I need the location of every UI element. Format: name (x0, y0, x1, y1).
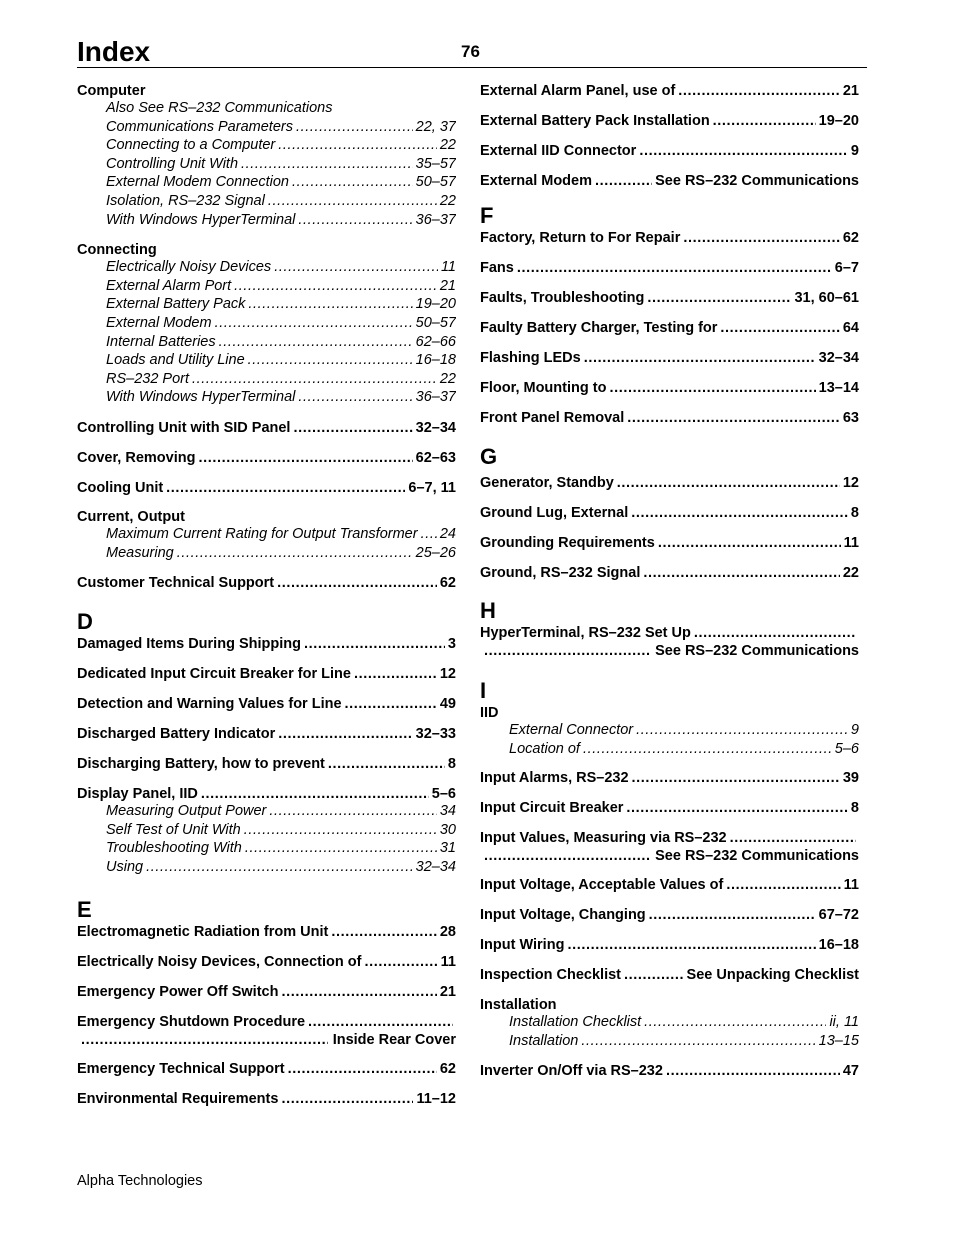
entry-page-ref: 30 (439, 821, 456, 838)
index-subentry (77, 174, 456, 193)
entry-label: Input Wiring (480, 937, 565, 954)
entry-page-ref: 11 (843, 535, 859, 551)
entry-page-ref: 22 (842, 565, 859, 581)
entry-page-ref: 32–33 (415, 726, 456, 743)
dot-leader (567, 936, 815, 954)
index-entry (480, 624, 859, 642)
index-column-left (77, 82, 456, 1108)
dot-leader (617, 474, 840, 492)
index-subentry (77, 100, 456, 119)
entry-page-ref: 5–6 (834, 740, 859, 757)
entry-label: Faults, Troubleshooting (480, 290, 645, 306)
dot-leader (268, 193, 437, 209)
subentry-label: Internal Batteries (106, 333, 216, 350)
entry-page-ref: 11 (440, 259, 456, 276)
entry-page-ref: 3 (447, 636, 456, 653)
index-entry (77, 241, 456, 259)
dot-leader (281, 1090, 413, 1108)
entry-label: Display Panel, IID (77, 786, 198, 803)
entry-label: Cover, Removing (77, 449, 196, 466)
entry-label: Damaged Items During Shipping (77, 636, 301, 653)
index-subentry (77, 803, 456, 822)
index-subentry (77, 119, 456, 138)
dot-leader (666, 1062, 840, 1080)
entry-page-ref: 31, 60–61 (794, 290, 859, 306)
subentry-label: Location of (509, 740, 580, 757)
entry-label: Electromagnetic Radiation from Unit (77, 924, 329, 941)
index-entry (480, 966, 859, 984)
section-letter: H (480, 598, 496, 623)
index-entry (480, 142, 859, 160)
dot-leader (581, 1033, 815, 1049)
dot-leader (609, 379, 815, 397)
index-entry (480, 704, 859, 722)
entry-page-ref: See Unpacking Checklist (686, 967, 859, 984)
entry-label: Flashing LEDs (480, 350, 581, 366)
index-subentry (480, 1033, 859, 1052)
dot-leader (304, 635, 445, 653)
dot-leader (146, 859, 413, 875)
entry-page-ref: 25–26 (415, 544, 456, 561)
entry-page-ref: 5–6 (431, 786, 456, 803)
entry-page-ref: 8 (850, 505, 859, 521)
dot-leader (248, 296, 412, 312)
subentry-label: Loads and Utility Line (106, 352, 245, 369)
entry-label: Dedicated Input Circuit Breaker for Line (77, 666, 351, 683)
dot-leader (364, 953, 437, 971)
entry-page-ref: 64 (842, 320, 859, 336)
subentry-label: Controlling Unit With (106, 155, 239, 172)
entry-label: Controlling Unit with SID Panel (77, 419, 291, 436)
entry-page-ref: 12 (439, 666, 456, 683)
entry-page-ref: 8 (447, 756, 456, 773)
index-entry (480, 409, 859, 427)
index-entry (480, 996, 859, 1014)
subentry-label: Communications Parameters (106, 118, 293, 135)
entry-label: Ground, RS–232 Signal (480, 565, 641, 581)
entry-page-ref: 49 (439, 696, 456, 713)
entry-page-ref: 13–15 (818, 1032, 859, 1049)
entry-page-ref: 32–34 (415, 858, 456, 875)
section-letter: D (77, 609, 93, 635)
entry-label: Input Circuit Breaker (480, 800, 624, 817)
entry-label: Inverter On/Off via RS–232 (480, 1063, 663, 1080)
dot-leader (584, 349, 816, 367)
subentry-label: With Windows HyperTerminal (106, 211, 296, 228)
index-entry (480, 474, 859, 492)
dot-leader (201, 785, 429, 803)
dot-leader (713, 112, 816, 130)
entry-page-ref: 31 (439, 840, 456, 857)
index-entry (480, 936, 859, 954)
entry-page-ref: 19–20 (818, 113, 859, 129)
entry-page-ref: 21 (439, 984, 456, 1001)
entry-label: Connecting (77, 242, 157, 259)
index-subentry (77, 840, 456, 859)
dot-leader (278, 137, 437, 153)
index-subentry (77, 212, 456, 231)
footer-company: Alpha Technologies (77, 1173, 203, 1189)
entry-page-ref: 9 (850, 143, 859, 159)
entry-page-ref: 22 (439, 192, 456, 209)
index-subentry (77, 371, 456, 390)
dot-leader (277, 574, 437, 592)
index-entry (480, 82, 859, 100)
index-entry (480, 799, 859, 817)
dot-leader (281, 983, 436, 1001)
subentry-label: External Connector (509, 722, 634, 738)
dot-leader (627, 409, 840, 427)
entry-label: Input Values, Measuring via RS–232 (480, 830, 727, 847)
index-entry (77, 953, 456, 971)
section-letter: I (480, 678, 487, 703)
dot-leader (678, 82, 840, 100)
index-entry (480, 289, 859, 307)
entry-page-ref: 6–7, 11 (408, 479, 456, 496)
subentry-label: Maximum Current Rating for Output Transformer (106, 525, 418, 542)
index-entry (77, 574, 456, 592)
index-entry-continuation (480, 847, 859, 865)
index-entry (77, 983, 456, 1001)
dot-leader (517, 259, 832, 277)
subentry-label: Electrically Noisy Devices (106, 259, 272, 276)
dot-leader (583, 741, 832, 757)
entry-page-ref: ii, 11 (829, 1014, 859, 1031)
section-letter: G (480, 444, 498, 469)
entry-page-ref: 22 (439, 370, 456, 387)
entry-label: Discharging Battery, how to prevent (77, 756, 325, 773)
entry-page-ref: Inside Rear Cover (332, 1032, 456, 1049)
entry-page-ref: 32–34 (818, 350, 859, 366)
subentry-label: Measuring (106, 544, 174, 561)
dot-leader (192, 371, 437, 387)
entry-label: Generator, Standby (480, 475, 614, 491)
dot-leader (345, 695, 437, 713)
entry-page-ref: 35–57 (415, 155, 456, 172)
entry-label: Environmental Requirements (77, 1091, 279, 1108)
dot-leader (274, 259, 438, 275)
dot-leader (639, 142, 848, 160)
entry-label: Detection and Warning Values for Line (77, 696, 342, 713)
subentry-label: Measuring Output Power (106, 803, 267, 820)
subentry-label: External Alarm Port (106, 277, 232, 294)
index-entry (480, 319, 859, 337)
entry-label: Installation (480, 997, 557, 1014)
entry-page-ref: 13–14 (818, 380, 859, 396)
index-entry (480, 112, 859, 130)
entry-label: External Alarm Panel, use of (480, 83, 676, 99)
entry-label: Input Voltage, Changing (480, 907, 646, 924)
index-subentry (77, 193, 456, 212)
dot-leader (354, 665, 437, 683)
entry-page-ref: 24 (439, 525, 456, 542)
entry-page-ref: See RS–232 Communications (655, 173, 859, 189)
subentry-label: Installation (509, 1032, 579, 1049)
dot-leader (288, 1060, 437, 1078)
index-subentry (77, 259, 456, 278)
entry-page-ref: 34 (439, 803, 456, 820)
index-subentry (77, 156, 456, 175)
index-entry (77, 1013, 456, 1031)
dot-leader (720, 319, 839, 337)
subentry-label: External Modem (106, 314, 212, 331)
entry-label: External Modem (480, 173, 592, 189)
entry-label: Discharged Battery Indicator (77, 726, 276, 743)
dot-leader (278, 725, 412, 743)
index-entry (480, 229, 859, 247)
index-subentry (77, 315, 456, 334)
entry-page-ref: 63 (842, 410, 859, 426)
index-subentry (77, 278, 456, 297)
entry-page-ref: 22, 37 (415, 118, 456, 135)
dot-leader (198, 449, 412, 467)
entry-page-ref: 67–72 (818, 907, 859, 924)
index-subentry (480, 741, 859, 760)
index-entry (77, 725, 456, 743)
index-entry (77, 1090, 456, 1108)
dot-leader (595, 172, 652, 190)
entry-page-ref: 36–37 (415, 211, 456, 228)
dot-leader (421, 526, 437, 542)
index-subentry (77, 822, 456, 841)
dot-leader (219, 334, 413, 350)
entry-page-ref: 11 (440, 954, 456, 971)
entry-label: Electrically Noisy Devices, Connection of (77, 954, 362, 971)
index-subentry (77, 137, 456, 156)
dot-leader (624, 966, 684, 984)
dot-leader (241, 156, 413, 172)
dot-leader (683, 229, 840, 247)
entry-label: Grounding Requirements (480, 535, 655, 551)
index-subentry (77, 545, 456, 564)
index-entry (77, 695, 456, 713)
entry-label: Computer (77, 83, 146, 99)
page-number: 76 (461, 42, 480, 61)
subentry-label: Installation Checklist (509, 1014, 642, 1031)
entry-page-ref: 9 (850, 722, 859, 738)
dot-leader (647, 289, 791, 307)
entry-label: Customer Technical Support (77, 575, 275, 592)
entry-label: Emergency Technical Support (77, 1061, 285, 1078)
subentry-label: Self Test of Unit With (106, 821, 241, 838)
dot-leader (643, 564, 840, 582)
dot-leader (234, 278, 437, 294)
entry-page-ref: 21 (439, 277, 456, 294)
dot-leader (245, 840, 437, 856)
entry-page-ref: See RS–232 Communications (655, 848, 859, 865)
entry-label: External Battery Pack Installation (480, 113, 710, 129)
index-entry (77, 923, 456, 941)
index-entry (480, 1062, 859, 1080)
entry-label: Faulty Battery Charger, Testing for (480, 320, 718, 336)
index-entry (480, 504, 859, 522)
dot-leader (626, 799, 848, 817)
dot-leader (730, 829, 856, 847)
dot-leader (293, 419, 412, 437)
entry-page-ref: 28 (439, 924, 456, 941)
entry-page-ref: 12 (842, 475, 859, 491)
index-subentry (77, 334, 456, 353)
entry-label: Input Alarms, RS–232 (480, 770, 629, 787)
subentry-label: Troubleshooting With (106, 840, 242, 857)
index-subentry (77, 296, 456, 315)
entry-page-ref: 62 (842, 230, 859, 246)
entry-label: IID (480, 705, 499, 721)
index-entry (480, 534, 859, 552)
subentry-label: Connecting to a Computer (106, 137, 276, 154)
dot-leader (166, 479, 405, 497)
index-entry (77, 82, 456, 100)
index-column-right (480, 82, 859, 1080)
entry-page-ref: 16–18 (415, 352, 456, 369)
entry-label: Current, Output (77, 508, 185, 525)
index-subentry (480, 722, 859, 741)
entry-page-ref: 47 (842, 1063, 859, 1080)
index-entry (480, 829, 859, 847)
index-subentry (77, 389, 456, 408)
dot-leader (694, 624, 856, 642)
entry-label: HyperTerminal, RS–232 Set Up (480, 625, 691, 641)
dot-leader (636, 722, 848, 738)
index-entry-continuation (77, 1031, 456, 1049)
entry-page-ref: 39 (842, 770, 859, 787)
entry-page-ref: 21 (842, 83, 859, 99)
subentry-label: RS–232 Port (106, 370, 190, 387)
index-entry (480, 876, 859, 894)
entry-page-ref: 11–12 (416, 1091, 456, 1108)
entry-label: Emergency Shutdown Procedure (77, 1014, 306, 1031)
dot-leader (77, 1031, 328, 1049)
entry-label: Floor, Mounting to (480, 380, 607, 396)
entry-label: Ground Lug, External (480, 505, 629, 521)
dot-leader (632, 769, 840, 787)
section-letter: E (77, 897, 92, 923)
entry-label: Front Panel Removal (480, 410, 625, 426)
entry-page-ref: 19–20 (415, 296, 456, 313)
entry-page-ref: See RS–232 Communications (655, 643, 859, 659)
dot-leader (296, 119, 413, 135)
dot-leader (726, 876, 840, 894)
entry-page-ref: 16–18 (818, 937, 859, 954)
entry-page-ref: 50–57 (415, 314, 456, 331)
index-entry (480, 906, 859, 924)
dot-leader (298, 212, 412, 228)
subentry-label: Also See RS–232 Communications (106, 100, 333, 116)
subentry-label: External Modem Connection (106, 174, 289, 191)
dot-leader (269, 803, 436, 819)
index-entry-continuation (480, 642, 859, 660)
entry-label: External IID Connector (480, 143, 637, 159)
entry-label: Emergency Power Off Switch (77, 984, 279, 1001)
entry-page-ref: 11 (843, 877, 859, 894)
dot-leader (244, 822, 437, 838)
index-subentry (77, 526, 456, 545)
entry-label: Factory, Return to For Repair (480, 230, 681, 246)
entry-page-ref: 32–34 (415, 419, 456, 436)
index-entry (480, 349, 859, 367)
index-entry (480, 769, 859, 787)
dot-leader (480, 847, 650, 865)
dot-leader (215, 315, 413, 331)
index-entry (480, 379, 859, 397)
subentry-label: With Windows HyperTerminal (106, 389, 296, 406)
index-entry (77, 449, 456, 467)
dot-leader (480, 642, 650, 660)
entry-page-ref: 62–66 (415, 333, 456, 350)
dot-leader (292, 174, 413, 190)
dot-leader (658, 534, 841, 552)
entry-page-ref: 50–57 (415, 174, 456, 191)
header-rule (77, 67, 867, 68)
entry-label: Cooling Unit (77, 479, 164, 496)
index-entry (77, 785, 456, 803)
index-entry (77, 419, 456, 437)
index-subentry (77, 352, 456, 371)
index-entry (77, 508, 456, 526)
entry-page-ref: 62 (439, 575, 456, 592)
subentry-label: Using (106, 858, 144, 875)
page-title: Index (77, 36, 151, 67)
index-entry (77, 755, 456, 773)
dot-leader (631, 504, 848, 522)
entry-page-ref: 22 (439, 137, 456, 154)
dot-leader (298, 389, 412, 405)
index-subentry (77, 859, 456, 878)
index-entry (77, 1060, 456, 1078)
entry-page-ref: 6–7 (834, 260, 859, 276)
dot-leader (177, 545, 413, 561)
entry-page-ref: 36–37 (415, 389, 456, 406)
dot-leader (331, 923, 436, 941)
dot-leader (328, 755, 445, 773)
subentry-label: External Battery Pack (106, 296, 246, 313)
index-entry (480, 172, 859, 190)
section-letter: F (480, 203, 494, 228)
entry-label: Fans (480, 260, 514, 276)
entry-label: Inspection Checklist (480, 967, 622, 984)
dot-leader (644, 1014, 826, 1030)
index-entry (77, 665, 456, 683)
index-entry (77, 479, 456, 497)
index-subentry (480, 1014, 859, 1033)
index-entry (480, 259, 859, 277)
dot-leader (649, 906, 816, 924)
dot-leader (248, 352, 413, 368)
index-entry (480, 564, 859, 582)
subentry-label: Isolation, RS–232 Signal (106, 192, 265, 209)
entry-page-ref: 62–63 (415, 449, 456, 466)
index-entry (77, 635, 456, 653)
entry-label: Input Voltage, Acceptable Values of (480, 877, 724, 894)
entry-page-ref: 8 (850, 800, 859, 817)
dot-leader (308, 1013, 453, 1031)
entry-page-ref: 62 (439, 1061, 456, 1078)
